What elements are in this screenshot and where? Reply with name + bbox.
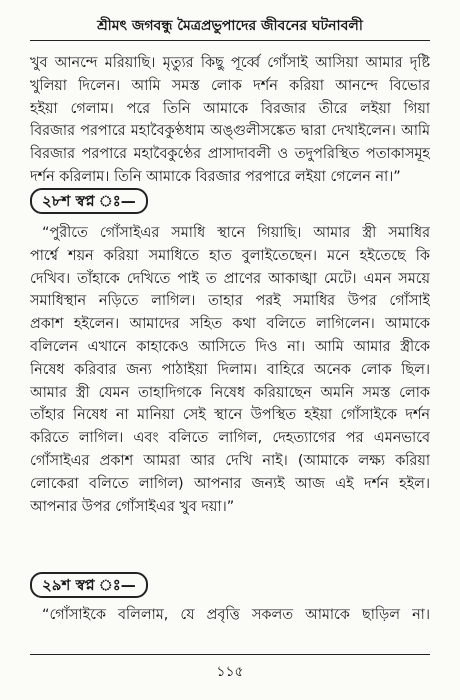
running-header: শ্রীমৎ জগবন্ধু মৈত্রপ্রভুপাদের জীবনের ঘটনাবলী — [97, 18, 363, 34]
text-line: তাঁহার নিষেধ না মানিয়া সেই স্থানে উপস্থিত হইয়া গোঁসাইকে দর্শন — [30, 407, 430, 424]
text-line: “পুরীতে গোঁসাইএর সমাধি স্থানে গিয়াছি। আমার স্ত্রী সমাধির — [42, 225, 430, 241]
text-line: পার্শ্বে শয়ন করিয়া সমাধিতে হাত বুলাইতেছেন। মনে হইতেছে কি — [30, 247, 430, 264]
text-line: বিরজার পরপারে মহাবৈকুণ্ঠধাম অঙ্গুলীসঙ্কেত দ্বারা দেখাইলেন। আমি — [30, 123, 430, 140]
text-line: বলিলেন এখানে কাহাকেও আসিতে দিও না। আমি আমার স্ত্রীকে — [30, 338, 430, 355]
text-line: বিরজার পরপারে মহাবৈকুণ্ঠের প্রাসাদাবলী ও তদুপরিস্থিত পতাকাসমূহ — [30, 146, 430, 163]
text-line: করিতে লাগিল। এবং বলিতে লাগিল, দেহত্যাগের পর এমনভাবে — [30, 430, 430, 447]
dream-28-heading: ২৮শ স্বপ্ন ঃ— — [30, 188, 148, 214]
text-line: প্রকাশ হইলেন। আমাদের সহিত কথা বলিতে লাগিলেন। আমাকে — [30, 316, 430, 333]
text-line: খুলিয়া দিলেন। আমি সমস্ত লোক দর্শন করিয়া আনন্দে বিভোর — [30, 77, 430, 94]
paragraph-3 — [30, 604, 430, 627]
text-line: নিষেধ করিবার জন্য পাঠাইয়া দিলাম। বাহিরে অনেক লোক ছিল। — [30, 361, 430, 378]
text-line: আমার স্ত্রী যেমন তাহাদিগকে নিষেধ করিয়াছেন অমনি সমস্ত লোক — [30, 384, 430, 401]
dream-29-heading: ২৯শ স্বপ্ন ঃ— — [30, 572, 148, 598]
text-line: লোকেরা বলিতে লাগিল) আপনার জন্যই আজ এই দর্শন হইল। — [30, 475, 430, 492]
text-line: খুব আনন্দে মরিয়াছি। মৃত্যুর কিছু পূর্ব্বে গোঁসাই আসিয়া আমার দৃষ্টি — [30, 55, 430, 71]
paragraph-2 — [30, 222, 430, 518]
footer-divider — [30, 654, 430, 655]
text-line: আপনার উপর গোঁসাইএর খুব দয়া।” — [30, 498, 235, 515]
text-line: দেখিব। তাঁহাকে দেখিতে পাই ত প্রাণের আকাঙ্খা মেটে। এমন সময়ে — [30, 270, 430, 287]
text-line: গোঁসাইএর প্রকাশ আমরা আর দেখি নাই। (আমাকে লক্ষ্য করিয়া — [30, 452, 430, 469]
text-line: হইয়া গেলাম। পরে তিনি আমাকে বিরজার তীরে লইয়া গিয়া — [30, 100, 430, 117]
text-line: “গোঁসাইকে বলিলাম, যে প্রবৃত্তি সকলত আমাকে ছাড়িল না। — [42, 607, 430, 623]
text-line: দর্শন করিলাম। তিনি আমাকে বিরজার পরপারে লইয়া গেলেন না।” — [30, 168, 401, 185]
header-divider — [30, 40, 430, 41]
paragraph-1 — [30, 52, 430, 189]
text-line: সমাধিস্থান নড়িতে লাগিল। তাহার পরই সমাধির উপর গোঁসাই — [30, 293, 430, 310]
page-number: ১১৫ — [216, 664, 244, 680]
